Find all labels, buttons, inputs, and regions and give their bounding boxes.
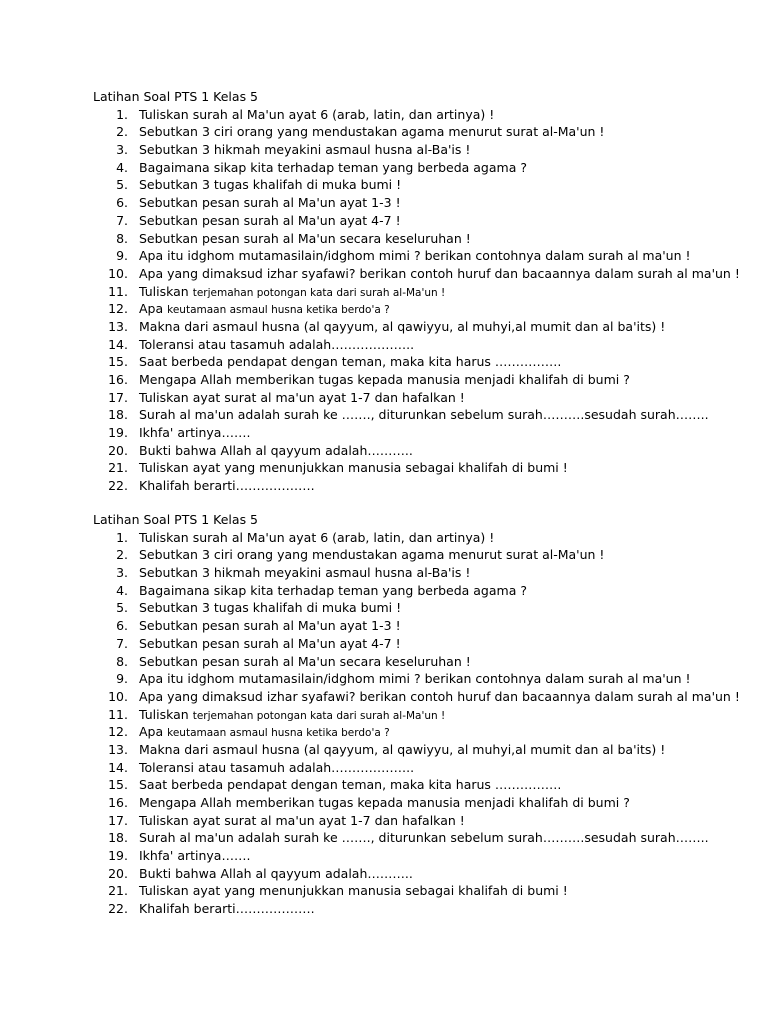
question-text xyxy=(139,617,401,635)
question-number: 16. xyxy=(108,795,128,810)
question-text xyxy=(139,653,471,671)
question-item xyxy=(93,759,733,777)
question-text xyxy=(139,459,568,477)
question-item xyxy=(93,688,740,706)
question-text xyxy=(139,688,740,706)
question-item xyxy=(93,459,733,477)
question-item xyxy=(93,582,733,600)
question-text xyxy=(139,900,315,918)
question-text-main: Sebutkan pesan surah al Ma'un secara keseluruhan ! xyxy=(139,653,471,669)
question-text-main: Sebutkan 3 tugas khalifah di muka bumi ! xyxy=(139,600,402,616)
question-number: 13. xyxy=(108,318,128,334)
question-text-main: Bagaimana sikap kita terhadap teman yang berbeda agama ? xyxy=(139,582,527,598)
question-text-small: keutamaan asmaul husna ketika berdo'a ? xyxy=(167,727,390,740)
question-text xyxy=(139,741,665,759)
question-number: 13. xyxy=(108,741,128,757)
question-text xyxy=(139,371,630,389)
question-text xyxy=(139,599,401,617)
question-text-small: keutamaan asmaul husna ketika berdo'a ? xyxy=(167,304,390,317)
question-text xyxy=(139,442,413,460)
question-text-main: Khalifah berarti………………. xyxy=(139,478,315,494)
question-item xyxy=(93,371,733,389)
question-number: 19. xyxy=(108,848,128,864)
question-item xyxy=(93,882,733,900)
question-number: 6. xyxy=(116,195,128,211)
question-text-main: Makna dari asmaul husna (al qayyum, al qawiyyu, al muhyi,al mumit dan al ba'its) ! xyxy=(139,741,666,757)
question-text-main: Apa yang dimaksud izhar syafawi? berikan contoh huruf dan bacaannya dalam surah al ma'un ! xyxy=(139,688,740,704)
question-item xyxy=(93,336,733,354)
question-text xyxy=(139,865,413,883)
question-text-main: Saat berbeda pendapat dengan teman, maka kita harus ……………. xyxy=(139,777,562,793)
question-text-main: Saat berbeda pendapat dengan teman, maka kita harus ……………. xyxy=(139,354,562,370)
question-number: 12. xyxy=(108,301,128,317)
question-text-main: Sebutkan 3 hikmah meyakini asmaul husna al-Ba'is ! xyxy=(139,142,471,158)
question-text-main: Sebutkan 3 tugas khalifah di muka bumi ! xyxy=(139,177,402,193)
question-number: 19. xyxy=(108,425,128,441)
question-item xyxy=(93,406,733,424)
question-text xyxy=(139,847,250,865)
question-number: 15. xyxy=(108,777,128,793)
question-number: 14. xyxy=(108,759,128,775)
question-text xyxy=(139,635,401,653)
question-item xyxy=(93,723,733,741)
question-text xyxy=(139,123,604,141)
question-text-main: Tuliskan xyxy=(139,706,193,722)
question-item xyxy=(93,176,733,194)
question-section-1 xyxy=(93,88,740,495)
question-text xyxy=(139,230,471,248)
question-number: 7. xyxy=(116,212,128,228)
question-text xyxy=(139,194,401,212)
question-number: 11. xyxy=(108,283,128,299)
question-item xyxy=(93,599,733,617)
question-text-main: Apa xyxy=(139,301,168,317)
question-text xyxy=(139,812,465,830)
question-number: 21. xyxy=(108,460,128,476)
question-section-2 xyxy=(93,511,740,918)
question-number: 1. xyxy=(116,529,128,545)
question-item xyxy=(93,300,733,318)
question-number: 9. xyxy=(116,248,128,264)
question-item xyxy=(93,865,733,883)
question-text-main: Tuliskan ayat surat al ma'un ayat 1-7 dan hafalkan ! xyxy=(139,389,465,405)
question-number: 3. xyxy=(116,565,128,581)
question-number: 20. xyxy=(108,865,128,881)
question-number: 3. xyxy=(116,142,128,158)
question-number: 16. xyxy=(108,372,128,387)
question-text xyxy=(139,336,414,354)
question-text xyxy=(139,477,315,495)
question-number: 11. xyxy=(108,706,128,722)
question-number: 4. xyxy=(116,159,128,175)
question-text xyxy=(139,353,561,371)
question-text-main: Sebutkan pesan surah al Ma'un secara keseluruhan ! xyxy=(139,230,471,246)
question-text-main: Ikhfa' artinya……. xyxy=(139,848,251,864)
question-text xyxy=(139,776,561,794)
question-text xyxy=(139,829,709,847)
question-text-main: Sebutkan 3 ciri orang yang mendustakan agama menurut surat al-Ma'un ! xyxy=(139,547,605,563)
question-number: 10. xyxy=(108,688,128,704)
question-number: 18. xyxy=(108,830,128,846)
question-item xyxy=(93,230,733,248)
question-text-main: Sebutkan pesan surah al Ma'un ayat 4-7 ! xyxy=(139,635,401,651)
question-text xyxy=(139,564,470,582)
question-number: 17. xyxy=(108,812,128,828)
question-text-small: terjemahan potongan kata dari surah al-Ma'un ! xyxy=(192,286,446,299)
question-number: 14. xyxy=(108,336,128,352)
question-text-main: Bagaimana sikap kita terhadap teman yang berbeda agama ? xyxy=(139,159,527,175)
question-text xyxy=(139,141,470,159)
question-item xyxy=(93,564,733,582)
question-text-main: Tuliskan ayat yang menunjukkan manusia sebagai khalifah di bumi ! xyxy=(139,883,568,899)
question-text-main: Sebutkan pesan surah al Ma'un ayat 1-3 ! xyxy=(139,195,401,211)
question-item xyxy=(93,141,733,159)
question-item xyxy=(93,829,733,847)
question-text xyxy=(139,406,709,424)
question-text-main: Sebutkan 3 ciri orang yang mendustakan agama menurut surat al-Ma'un ! xyxy=(139,124,605,140)
question-number: 20. xyxy=(108,442,128,458)
question-text xyxy=(139,389,465,407)
question-number: 2. xyxy=(116,547,128,563)
question-item xyxy=(93,794,733,812)
question-number: 12. xyxy=(108,724,128,740)
question-item xyxy=(93,106,733,124)
question-number: 4. xyxy=(116,582,128,598)
question-text-main: Toleransi atau tasamuh adalah……………….. xyxy=(139,759,415,775)
question-text-main: Tuliskan ayat surat al ma'un ayat 1-7 dan hafalkan ! xyxy=(139,812,465,828)
question-text-small: terjemahan potongan kata dari surah al-Ma'un ! xyxy=(192,709,446,722)
question-number: 15. xyxy=(108,354,128,370)
question-item xyxy=(93,283,733,301)
question-item xyxy=(93,812,733,830)
question-text xyxy=(139,265,740,283)
question-text-main: Apa itu idghom mutamasilain/idghom mimi ? berikan contohnya dalam surah al ma'un ! xyxy=(139,248,691,264)
question-item xyxy=(93,847,733,865)
section-heading: Latihan Soal PTS 1 Kelas 5 xyxy=(93,512,259,527)
question-number: 18. xyxy=(108,407,128,423)
question-item xyxy=(93,194,733,212)
question-text-main: Makna dari asmaul husna (al qayyum, al qawiyyu, al muhyi,al mumit dan al ba'its) ! xyxy=(139,318,666,334)
question-item xyxy=(93,900,733,918)
question-text-main: Sebutkan 3 hikmah meyakini asmaul husna al-Ba'is ! xyxy=(139,565,471,581)
question-item xyxy=(93,546,733,564)
question-item xyxy=(93,389,733,407)
question-number: 9. xyxy=(116,671,128,687)
question-item xyxy=(93,653,733,671)
question-number: 22. xyxy=(108,901,128,917)
question-list xyxy=(93,529,740,918)
question-text xyxy=(139,794,630,812)
question-number: 8. xyxy=(116,230,128,246)
question-item xyxy=(93,670,733,688)
question-text-main: Ikhfa' artinya……. xyxy=(139,425,251,441)
question-number: 8. xyxy=(116,653,128,669)
question-text-main: Apa xyxy=(139,724,168,740)
question-item xyxy=(93,706,733,724)
question-item xyxy=(93,776,733,794)
question-text xyxy=(139,529,494,547)
question-item xyxy=(93,123,733,141)
question-text-main: Surah al ma'un adalah surah ke ……., diturunkan sebelum surah……….sesudah surah…….. xyxy=(139,407,709,423)
question-text-main: Surah al ma'un adalah surah ke ……., diturunkan sebelum surah……….sesudah surah…….. xyxy=(139,830,709,846)
question-number: 22. xyxy=(108,478,128,494)
section-heading: Latihan Soal PTS 1 Kelas 5 xyxy=(93,89,259,104)
question-number: 1. xyxy=(116,106,128,122)
question-number: 17. xyxy=(108,389,128,405)
question-item xyxy=(93,741,733,759)
question-text-main: Sebutkan pesan surah al Ma'un ayat 4-7 ! xyxy=(139,212,401,228)
question-number: 5. xyxy=(116,177,128,193)
question-text xyxy=(139,546,604,564)
question-text-main: Bukti bahwa Allah al qayyum adalah……….. xyxy=(139,442,413,458)
question-item xyxy=(93,159,733,177)
question-number: 2. xyxy=(116,124,128,140)
question-number: 6. xyxy=(116,618,128,634)
question-number: 5. xyxy=(116,600,128,616)
question-item xyxy=(93,318,733,336)
question-text-main: Mengapa Allah memberikan tugas kepada manusia menjadi khalifah di bumi ? xyxy=(139,372,630,387)
question-text-main: Tuliskan surah al Ma'un ayat 6 (arab, latin, dan artinya) ! xyxy=(139,529,495,545)
question-text xyxy=(139,247,691,265)
question-text-main: Tuliskan ayat yang menunjukkan manusia sebagai khalifah di bumi ! xyxy=(139,460,568,476)
question-item xyxy=(93,529,733,547)
question-item xyxy=(93,477,733,495)
question-text-main: Bukti bahwa Allah al qayyum adalah……….. xyxy=(139,865,413,881)
question-text-main: Tuliskan surah al Ma'un ayat 6 (arab, latin, dan artinya) ! xyxy=(139,106,495,122)
question-item xyxy=(93,442,733,460)
question-item xyxy=(93,212,733,230)
question-text xyxy=(139,318,665,336)
question-text xyxy=(139,176,401,194)
question-item xyxy=(93,424,733,442)
question-text-main: Apa yang dimaksud izhar syafawi? berikan contoh huruf dan bacaannya dalam surah al ma'un ! xyxy=(139,265,740,281)
question-text-main: Khalifah berarti………………. xyxy=(139,901,315,917)
question-text xyxy=(139,106,494,124)
question-text xyxy=(139,212,401,230)
question-text-main: Apa itu idghom mutamasilain/idghom mimi ? berikan contohnya dalam surah al ma'un ! xyxy=(139,671,691,687)
question-text xyxy=(139,759,414,777)
question-item xyxy=(93,265,740,283)
question-text-main: Tuliskan xyxy=(139,283,193,299)
question-number: 10. xyxy=(108,265,128,281)
question-text-main: Toleransi atau tasamuh adalah……………….. xyxy=(139,336,415,352)
question-text-main: Sebutkan pesan surah al Ma'un ayat 1-3 ! xyxy=(139,618,401,634)
question-text xyxy=(139,882,568,900)
question-text-main: Mengapa Allah memberikan tugas kepada manusia menjadi khalifah di bumi ? xyxy=(139,795,630,810)
question-list xyxy=(93,106,740,495)
question-text xyxy=(139,582,527,600)
question-number: 7. xyxy=(116,635,128,651)
question-item xyxy=(93,635,733,653)
question-item xyxy=(93,247,733,265)
question-item xyxy=(93,353,733,371)
question-number: 21. xyxy=(108,883,128,899)
question-text xyxy=(139,424,250,442)
question-text xyxy=(139,159,527,177)
question-item xyxy=(93,617,733,635)
question-text xyxy=(139,670,691,688)
